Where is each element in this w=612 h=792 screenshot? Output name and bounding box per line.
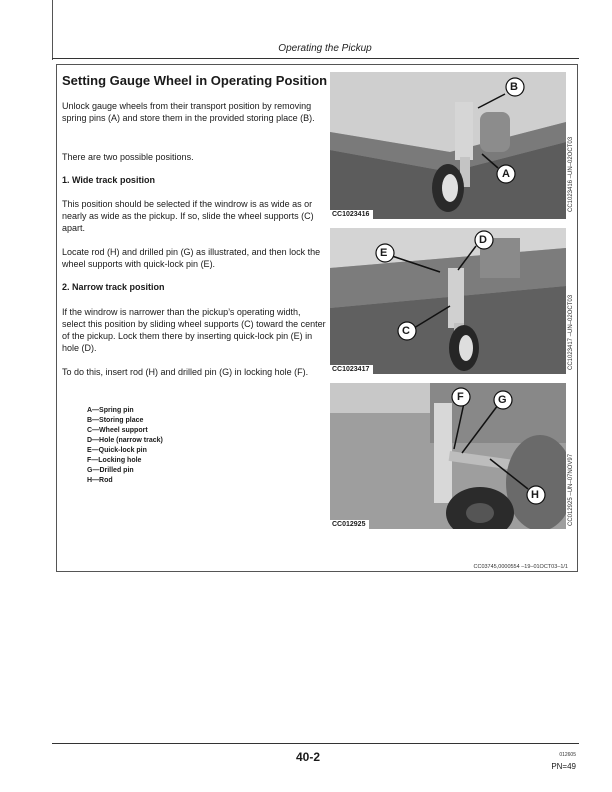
header-rule <box>52 58 579 59</box>
legend-item: A—Spring pin <box>87 407 134 414</box>
wide-track-paragraph-1: This position should be selected if the windrow is as wide as or nearly as wide as the pickup. If so, slide the wheel supports (C) apart. <box>62 199 314 233</box>
legend-item: D—Hole (narrow track) <box>87 437 163 444</box>
legend-item: E—Quick-lock pin <box>87 447 147 454</box>
figure-2-label: CC1023417 <box>330 365 373 374</box>
figure-2-photo <box>330 228 566 374</box>
parts-legend <box>87 406 163 486</box>
figure-1-label: CC1023416 <box>330 210 373 219</box>
section-title: Setting Gauge Wheel in Operating Position <box>62 73 328 88</box>
reference-code: CC03745,0000554 –19–01OCT03–1/1 <box>473 564 568 570</box>
wide-track-paragraph-2: Locate rod (H) and drilled pin (G) as illustrated, and then lock the wheel supports with quick-lock pin (E). <box>62 247 321 269</box>
figure-2-side-code: CC1023417 –UN–02OCT03 <box>568 294 574 370</box>
legend-item: C—Wheel support <box>87 427 148 434</box>
wide-track-heading: 1. Wide track position <box>62 175 155 185</box>
figure-3-photo <box>330 383 566 529</box>
header-left-rule <box>52 0 53 60</box>
narrow-track-heading: 2. Narrow track position <box>62 282 165 292</box>
figure-1-photo <box>330 72 566 219</box>
legend-item: F—Locking hole <box>87 457 142 464</box>
callout-h: H <box>531 489 539 501</box>
narrow-track-paragraph-2: To do this, insert rod (H) and drilled pin (G) in locking hole (F). <box>62 367 309 377</box>
intro-paragraph: Unlock gauge wheels from their transport position by removing spring pins (A) and store them in the provided storing place (B). <box>62 101 315 123</box>
callout-c: C <box>402 325 410 337</box>
footer-pn: PN=49 <box>551 762 576 771</box>
page-header-title: Operating the Pickup <box>278 43 372 54</box>
narrow-track-paragraph-1: If the windrow is narrower than the pickup’s operating width, select this position by sliding wheel supports (C) toward the center of the pickup. Lock them there by inserting quick-lock pin (E) in hole (D). <box>62 307 326 353</box>
figure-1-illustration <box>330 72 566 219</box>
legend-item: H—Rod <box>87 477 113 484</box>
figure-3-illustration <box>330 383 566 529</box>
callout-d: D <box>479 234 487 246</box>
callout-e: E <box>380 247 388 259</box>
callout-g: G <box>498 394 507 406</box>
footer-date-code: 012605 <box>559 752 576 758</box>
legend-item: G—Drilled pin <box>87 467 134 474</box>
callout-b: B <box>510 81 518 93</box>
callout-a: A <box>502 168 510 180</box>
figure-3-label: CC012925 <box>330 520 369 529</box>
legend-item: B—Storing place <box>87 417 144 424</box>
positions-paragraph: There are two possible positions. <box>62 152 194 162</box>
figure-3-side-code: CC012925 –UN–07NOV97 <box>568 453 574 526</box>
footer-rule <box>52 743 579 744</box>
figure-1-side-code: CC1023416 –UN–02OCT03 <box>568 136 574 212</box>
page-number: 40-2 <box>296 750 321 764</box>
callout-f: F <box>457 391 464 403</box>
figure-2-illustration <box>330 228 566 374</box>
